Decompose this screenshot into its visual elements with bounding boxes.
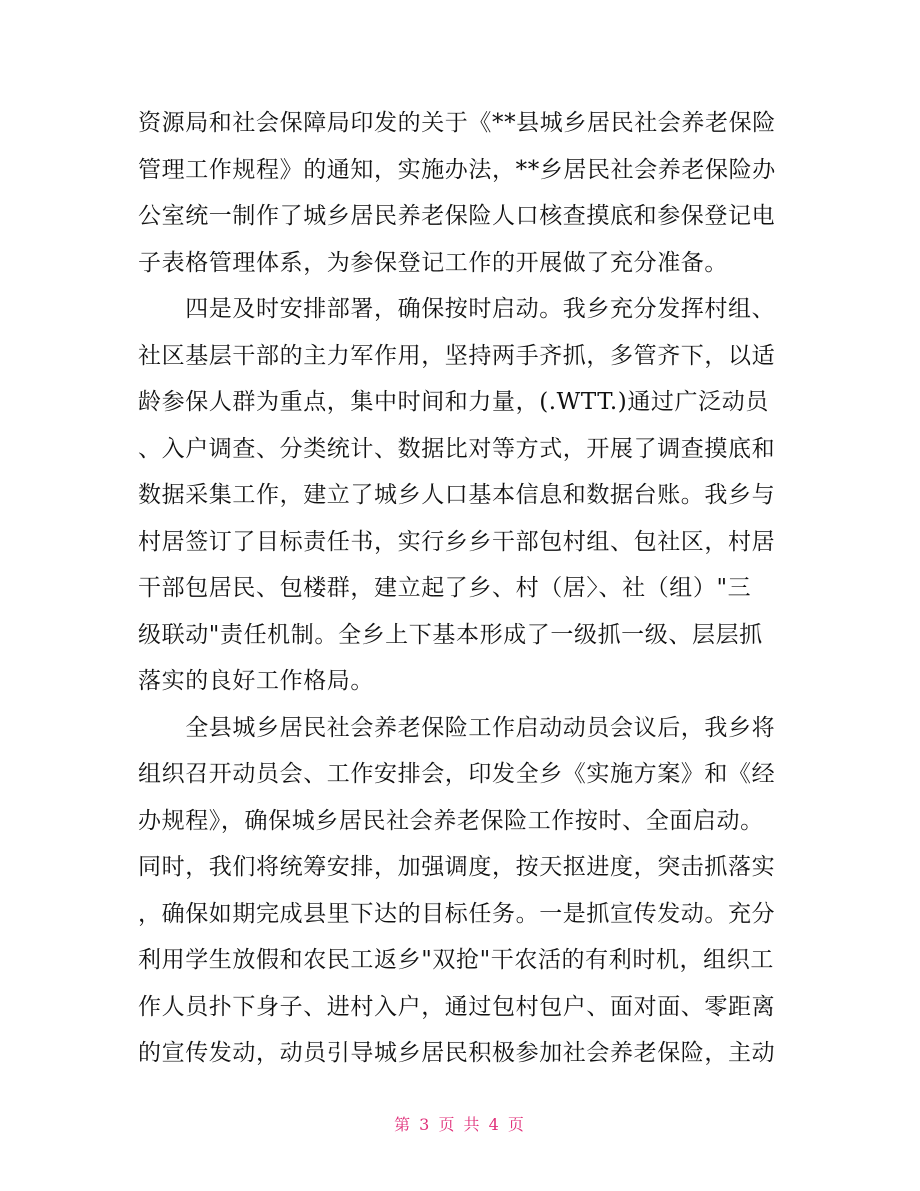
text-line: 、入户调查、分类统计、数据比对等方式，开展了调查摸底和 bbox=[138, 435, 776, 462]
text-line: 利用学生放假和农民工返乡"双抢"干农活的有利时机，组织工 bbox=[138, 947, 774, 973]
text-line: ，确保如期完成县里下达的目标任务。一是抓宣传发动。充分 bbox=[138, 900, 776, 927]
text-line: 干部包居民、包楼群，建立起了乡、村（居〉、社（组）"三 bbox=[138, 575, 752, 601]
text-line: 数据采集工作，建立了城乡人口基本信息和数据台账。我乡与 bbox=[138, 482, 776, 508]
text-line: 的宣传发动，动员引导城乡居民积极参加社会养老保险，主动 bbox=[138, 1040, 776, 1066]
text-line: 办规程》，确保城乡居民社会养老保险工作按时、全面启动。 bbox=[138, 807, 764, 834]
text-line: 子表格管理体系，为参保登记工作的开展做了充分准备。 bbox=[138, 249, 728, 276]
body-text bbox=[138, 100, 798, 1077]
text-line: 管理工作规程》的通知，实施办法，**乡居民社会养老保险办 bbox=[138, 156, 776, 183]
text-line: 组织召开动员会、工作安排会，印发全乡《实施方案》和《经 bbox=[138, 761, 776, 787]
text-line: 级联动"责任机制。全乡上下基本形成了一级抓一级、层层抓 bbox=[138, 621, 763, 648]
text-line: 全县城乡居民社会养老保险工作启动动员会议后，我乡将 bbox=[138, 714, 776, 741]
text-line: 公室统一制作了城乡居民养老保险人口核查摸底和参保登记电 bbox=[138, 203, 776, 229]
text-line: 同时，我们将统筹安排，加强调度，按天抠进度，突击抓落实 bbox=[138, 854, 776, 880]
text-line: 落实的良好工作格局。 bbox=[138, 668, 374, 694]
text-line: 社区基层干部的主力军作用，坚持两手齐抓，多管齐下，以适 bbox=[138, 342, 776, 369]
text-line: 村居签订了目标责任书，实行乡乡干部包村组、包社区，村居 bbox=[138, 528, 776, 555]
text-line: 作人员扑下身子、进村入户，通过包村包户、面对面、零距离 bbox=[138, 993, 776, 1020]
page-footer: 第 3 页 共 4 页 bbox=[394, 1115, 526, 1134]
text-line: 龄参保人群为重点，集中时间和力量，(.WTT.)通过广泛动员 bbox=[138, 389, 769, 415]
text-line: 资源局和社会保障局印发的关于《**县城乡居民社会养老保险 bbox=[138, 110, 776, 136]
text-line: 四是及时安排部署，确保按时启动。我乡充分发挥村组、 bbox=[138, 296, 776, 322]
